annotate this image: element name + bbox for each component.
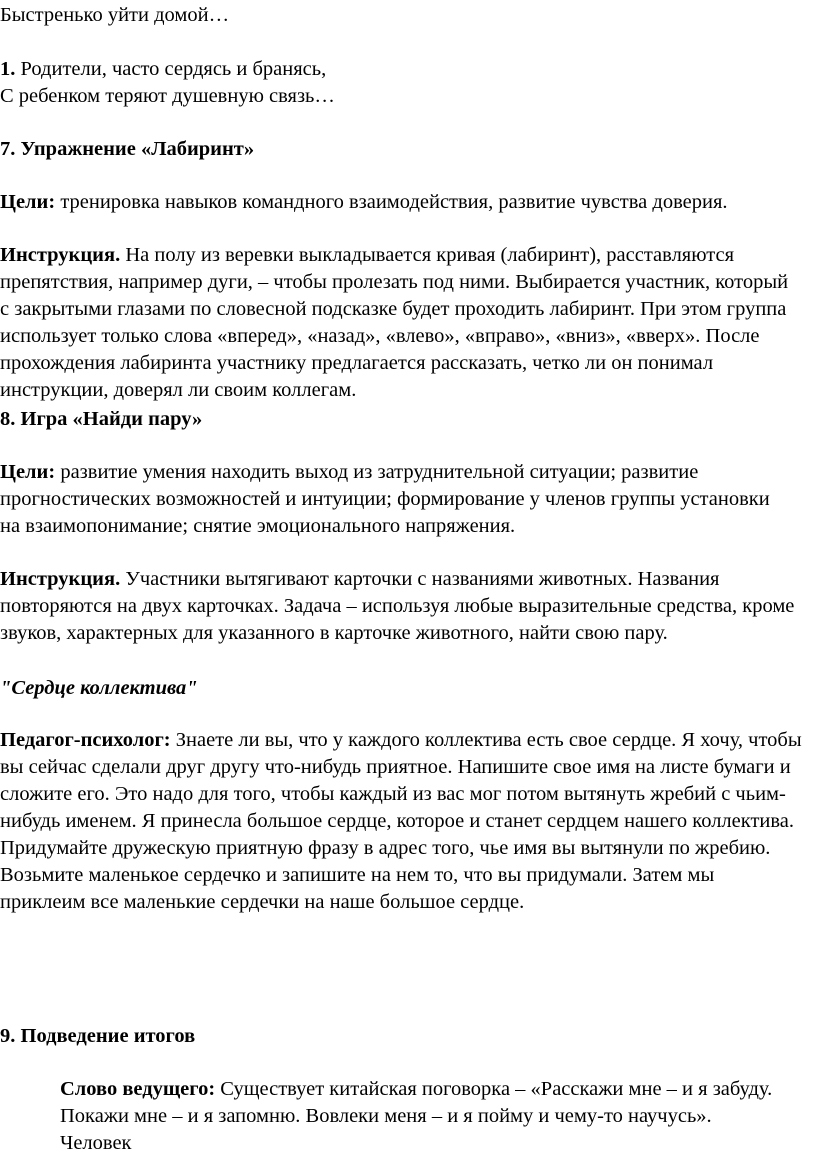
ex9-speaker-label: Слово ведущего: [60, 1078, 216, 1100]
poem-line-1-text: Родители, часто сердясь и бранясь, [15, 58, 327, 80]
ex7-instr-label: Инструкция. [0, 244, 121, 266]
intro-line [0, 2, 229, 29]
ex7-instr-text: На полу из веревки выкладывается кривая (лабиринт), расставляются препятствия, например дуги, – чтобы пролезать под ними. Выбирается участник, который с закрытыми глазами по словесной подсказке будет проходить лабиринт. При этом группа использует только слова «вперед», «назад», «влево», «вправо», «вниз», «вверх». После прохождения лабиринта участнику предлагается рассказать, четко ли он понимал инструкции, доверял ли своим коллегам. [0, 244, 789, 401]
ex9-heading: 9. Подведение итогов [0, 1025, 196, 1047]
poem-line-2 [0, 83, 335, 110]
ex8-goals-text: развитие умения находить выход из затруднительной ситуации; развитие прогностических возможностей и интуиции; формирование у членов группы установки на взаимопонимание; снятие эмоционального напряжения. [0, 461, 770, 537]
ex7-goals-text: тренировка навыков командного взаимодействия, развитие чувства доверия. [55, 191, 728, 213]
intro-text: Быстренько уйти домой… [0, 4, 230, 26]
heart-speaker-label: Педагог-психолог: [0, 729, 171, 751]
poem-line-2-text: С ребенком теряют душевную связь… [0, 85, 335, 107]
ex9-speaker-text: Существует китайская поговорка – «Расскажи мне – и я забуду. Покажи мне – и я запомню. Вовлеки меня – и я пойму и чему-то научусь». Человек [60, 1078, 773, 1154]
ex8-instr-text: Участники вытягивают карточки с названиями животных. Названия повторяются на двух карточках. Задача – используя любые выразительные средства, кроме звуков, характерных для указанного в карточке животного, найти свою пару. [0, 568, 795, 644]
ex9-speech [60, 1076, 780, 1157]
ex7-goals-label: Цели: [0, 191, 56, 213]
ex7-heading: 7. Упражнение «Лабиринт» [0, 138, 255, 160]
poem-line-1 [0, 56, 326, 83]
ex7-goals [0, 189, 800, 216]
ex8-goals-label: Цели: [0, 461, 56, 483]
ex8-instr-label: Инструкция. [0, 568, 121, 590]
heart-heading: "Сердце коллектива" [0, 677, 198, 699]
heart-speech [0, 727, 802, 916]
ex8-instruction [0, 566, 800, 647]
poem-number: 1. [0, 58, 16, 80]
ex7-instruction [0, 242, 802, 404]
heart-speaker-text: Знаете ли вы, что у каждого коллектива есть свое сердце. Я хочу, чтобы вы сейчас сделали друг другу что-нибудь приятное. Напишите свое имя на листе бумаги и сложите его. Это надо для того, чтобы каждый из вас мог потом вытянуть жребий с чьим-нибудь именем. Я принесла большое сердце, которое и станет сердцем нашего коллектива. Придумайте дружескую приятную фразу в адрес того, чье имя вы вытянули по жребию. Возьмите маленькое сердечко и запишите на нем то, что вы придумали. Затем мы приклеим все маленькие сердечки на наше большое сердце. [0, 729, 802, 913]
ex8-heading: 8. Игра «Найди пару» [0, 408, 203, 430]
ex8-goals [0, 459, 790, 540]
